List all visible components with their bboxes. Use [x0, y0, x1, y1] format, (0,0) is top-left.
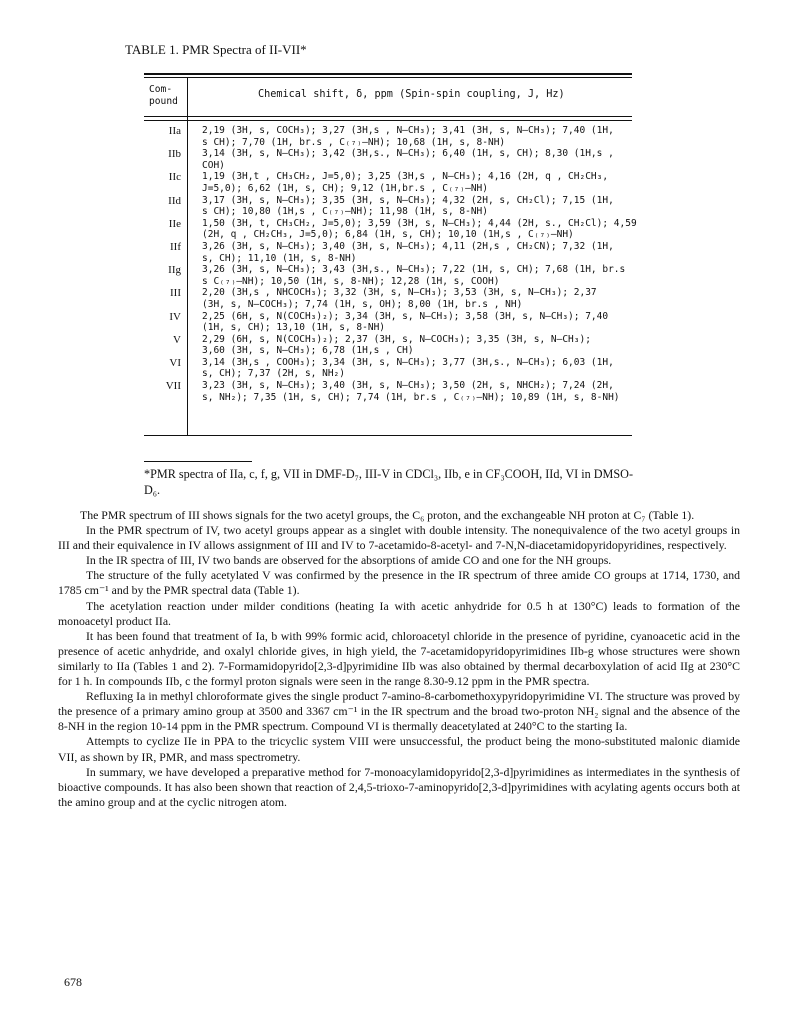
chemical-shift-cell — [202, 380, 632, 403]
chemical-shift-line: 2,19 (3H, s, COCH₃); 3,27 (3H,s , N—CH₃); 3,41 (3H, s, N—CH₃); 7,40 (1H, — [202, 125, 614, 136]
table-row — [144, 334, 632, 357]
chemical-shift-line: (1H, s, CH); 13,10 (1H, s, 8-NH) — [202, 322, 386, 334]
table-row — [144, 264, 632, 287]
chemical-shift-cell — [202, 357, 632, 380]
table-row — [144, 195, 632, 218]
table-row — [144, 241, 632, 264]
chemical-shift-line: s, CH); 7,37 (2H, s, NH₂) — [202, 368, 345, 380]
chemical-shift-cell — [202, 171, 632, 194]
chemical-shift-line: (2H, q , CH₂CH₃, J=5,0); 6,84 (1H, s, CH); 10,10 (1H,s , C₍₇₎—NH) — [202, 229, 574, 241]
chemical-shift-line: s, NH₂); 7,35 (1H, s, CH); 7,74 (1H, br.s , C₍₇₎—NH); 10,89 (1H, s, 8-NH) — [202, 391, 620, 403]
table-row — [144, 380, 632, 403]
table-bottom-rule — [144, 435, 632, 436]
table-header-compound — [149, 84, 178, 108]
table-header-rule-inner — [144, 120, 632, 121]
chemical-shift-cell — [202, 125, 632, 148]
body-paragraph: In summary, we have developed a preparative method for 7-monoacylamidopyrido[2,3-d]pyrimidines as intermediates in the synthesis of bioactive compounds. It has also been shown that reaction of 2,4,5-trioxo-7-aminopyrido[2,3-d]pyrimidines with acylating agents occurs both at the amino group and at the cyclic nitrogen atom. — [58, 764, 740, 809]
chemical-shift-line: 2,20 (3H,s , NHCOCH₃); 3,32 (3H, s, N—CH₃); 3,53 (3H, s, N—CH₃); 2,37 — [202, 287, 597, 299]
chemical-shift-line: 3,60 (3H, s, N—CH₃); 6,78 (1H,s , CH) — [202, 345, 414, 357]
chemical-shift-line: J=5,0); 6,62 (1H, s, CH); 9,12 (1H,br.s , C₍₇₎—NH) — [202, 182, 488, 194]
chemical-shift-line: (3H, s, N—COCH₃); 7,74 (1H, s, OH); 8,00 (1H, br.s , NH) — [202, 298, 523, 310]
table-row — [144, 171, 632, 194]
chemical-shift-cell — [202, 311, 632, 334]
chemical-shift-line: 2,25 (6H, s, N(COCH₃)₂); 3,34 (3H, s, N—CH₃); 3,58 (3H, s, N—CH₃); 7,40 — [202, 310, 609, 322]
chemical-shift-line: s, CH); 11,10 (1H, s, 8-NH) — [202, 252, 357, 264]
table-row — [144, 311, 632, 334]
chemical-shift-cell — [202, 148, 632, 171]
chemical-shift-line: 3,26 (3H, s, N—CH₃); 3,43 (3H,s., N—CH₃); 7,22 (1H, s, CH); 7,68 (1H, br.s — [202, 264, 626, 276]
table-row — [144, 357, 632, 380]
chemical-shift-cell — [202, 241, 632, 264]
body-paragraph: In the IR spectra of III, IV two bands are observed for the absorptions of amide CO and one for the NH groups. — [86, 553, 612, 568]
header-compound-line2: pound — [149, 96, 178, 107]
body-paragraph: The acetylation reaction under milder conditions (heating Ia with acetic anhydride for 0.5 h at 130°C) leads to formation of the monoacetyl product IIa. — [58, 598, 740, 628]
compound-id: IIg — [168, 264, 181, 277]
compound-id: III — [170, 287, 181, 300]
chemical-shift-line: 3,14 (3H, s, N—CH₃); 3,42 (3H,s., N—CH₃); 6,40 (1H, s, CH); 8,30 (1H,s , — [202, 148, 614, 160]
table-row — [144, 125, 632, 148]
chemical-shift-line: s CH); 7,70 (1H, br.s , C₍₇₎—NH); 10,68 (1H, s, 8-NH) — [202, 136, 506, 148]
page-number: 678 — [64, 975, 82, 989]
compound-id: VI — [169, 356, 181, 369]
compound-id: IIf — [170, 240, 181, 253]
compound-id: IId — [168, 194, 181, 207]
compound-id: VII — [165, 380, 181, 393]
chemical-shift-line: s CH); 10,80 (1H,s , C₍₇₎—NH); 11,98 (1H, s, 8-NH) — [202, 206, 488, 218]
body-paragraph: It has been found that treatment of Ia, b with 99% formic acid, chloroacetyl chloride in the presence of pyridine, cyanoacetic acid in the presence of acetic anhydride, and oxalyl chloride gives, in high yield, the 7-acetamidopyridopyrimidines IIb-g whose structures were shown similarly to IIa (Tables 1 and 2). 7-Formamidopyrido[2,3-d]pyrimidine IIb was also obtained by thermal decarboxylation of acid IIg at 230°C for 1 h. In compounds IIb, c the formyl proton signals were seen in the range 8.30-9.12 ppm in the PMR spectra. — [58, 628, 740, 689]
compound-id: V — [173, 333, 181, 346]
chemical-shift-line: 1,50 (3H, t, CH₃CH₂, J=5,0); 3,59 (3H, s, N—CH₃); 4,44 (2H, s., CH₂Cl); 4,59 — [202, 217, 637, 229]
footnote-rule — [144, 461, 252, 462]
table-row — [144, 217, 637, 241]
compound-id: IIa — [168, 125, 181, 137]
table-top-rule-inner — [144, 77, 632, 78]
table-footnote: *PMR spectra of IIa, c, f, g, VII in DMF-D₇, III-V in CDCl₃, IIb, e in CF₃COOH, IId, VI in DMSO-D₆. — [144, 467, 634, 497]
table-row — [144, 148, 632, 171]
chemical-shift-line: s C₍₇₎—NH); 10,50 (1H, s, 8-NH); 12,28 (1H, s, COOH) — [202, 275, 500, 287]
body-text — [58, 508, 740, 810]
chemical-shift-line: 3,14 (3H,s , COOH₃); 3,34 (3H, s, N—CH₃); 3,77 (3H,s., N—CH₃); 6,03 (1H, — [202, 356, 614, 368]
header-compound-line1: Com- — [149, 84, 173, 95]
table-header-rule — [144, 116, 632, 117]
table-header-chemical-shift: Chemical shift, δ, ppm (Spin-spin coupling, J, Hz) — [258, 89, 565, 100]
table-body — [144, 125, 637, 403]
table-title: TABLE 1. PMR Spectra of II-VII* — [125, 42, 307, 57]
body-paragraph: Refluxing Ia in methyl chloroformate gives the single product 7-amino-8-carbomethoxypyridopyrimidine VI. The structure was proved by the presence of a primary amino group at 3500 and 3367 cm⁻¹ in the IR spectrum and the broad two-proton NH₂ signal and the absence of the 8-NH in the region 10-14 ppm in the PMR spectrum. Compound VI is thermally deacetylated at 240°C to the starting Ia. — [58, 689, 740, 734]
compound-id: IV — [169, 310, 181, 323]
chemical-shift-line: 1,19 (3H,t , CH₃CH₂, J=5,0); 3,25 (3H,s , N—CH₃); 4,16 (2H, q , CH₂CH₃, — [202, 171, 609, 183]
chemical-shift-cell — [202, 217, 637, 241]
chemical-shift-cell — [202, 334, 632, 357]
body-paragraph: The PMR spectrum of III shows signals for the two acetyl groups, the C₆ proton, and the exchangeable NH proton at C₇ (Table 1). — [80, 508, 695, 522]
chemical-shift-line: 3,26 (3H, s, N—CH₃); 3,40 (3H, s, N—CH₃); 4,11 (2H,s , CH₂CN); 7,32 (1H, — [202, 240, 614, 252]
chemical-shift-cell — [202, 264, 632, 287]
chemical-shift-line: COH) — [202, 159, 225, 171]
table-row — [144, 287, 632, 310]
compound-id: IIe — [168, 217, 181, 230]
compound-id: IIb — [168, 148, 181, 161]
chemical-shift-cell — [202, 195, 632, 218]
chemical-shift-line: 3,17 (3H, s, N—CH₃); 3,35 (3H, s, N—CH₃); 4,32 (2H, s, CH₂Cl); 7,15 (1H, — [202, 194, 614, 206]
body-paragraph: In the PMR spectrum of IV, two acetyl groups appear as a singlet with double intensity. The nonequivalence of the two acetyl groups in III and their equivalence in IV allows assignment of III and IV to 7-acetamido-8-acetyl- and 7-N,N-diacetamidopyridopyridines, respectively. — [58, 523, 740, 553]
chemical-shift-cell — [202, 287, 632, 310]
body-paragraph: The structure of the fully acetylated V was confirmed by the presence in the IR spectrum of three amide CO groups at 1714, 1730, and 1785 cm⁻¹ and by the PMR spectral data (Table 1). — [58, 568, 740, 598]
chemical-shift-line: 2,29 (6H, s, N(COCH₃)₂); 2,37 (3H, s, N—COCH₃); 3,35 (3H, s, N—CH₃); — [202, 333, 591, 345]
table-top-rule — [144, 73, 632, 75]
chemical-shift-line: 3,23 (3H, s, N—CH₃); 3,40 (3H, s, N—CH₃); 3,50 (2H, s, NHCH₂); 7,24 (2H, — [202, 380, 614, 392]
body-paragraph: Attempts to cyclize IIe in PPA to the tricyclic system VIII were unsuccessful, the product being the mono-substituted malonic diamide VII, as shown by IR, PMR, and mass spectrometry. — [58, 734, 740, 764]
compound-id: IIc — [168, 171, 181, 184]
